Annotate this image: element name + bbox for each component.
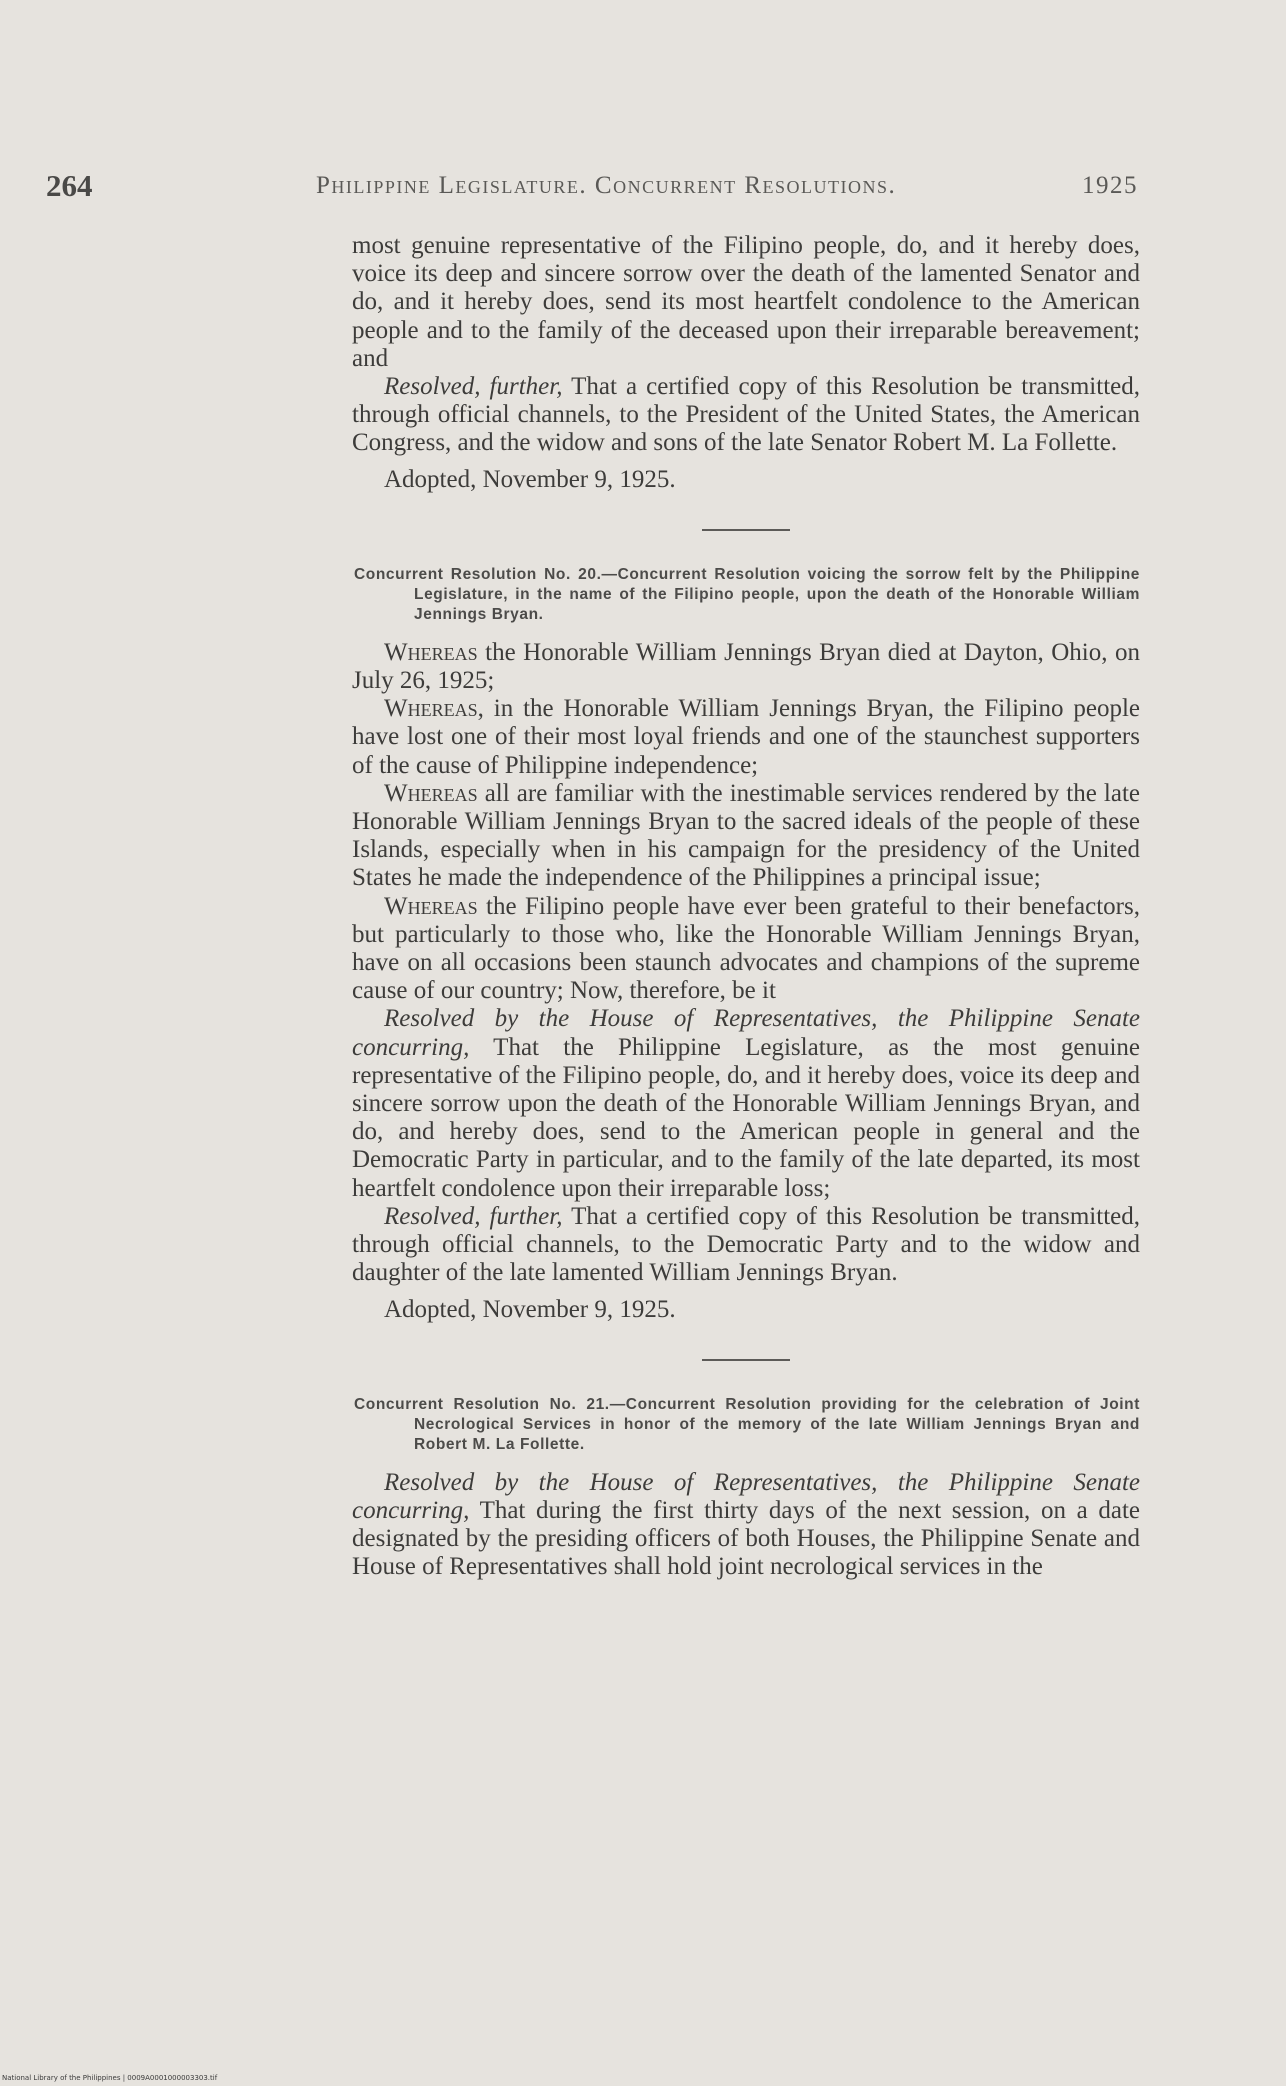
resolution-21-heading: Concurrent Resolution No. 21.—Concurrent Resolution providing for the celebration of Joint Necrological Services in honor of the memory of the late William Jennings Bryan and Robert M. La Follette.: [354, 1395, 1140, 1453]
resolved-paragraph: [352, 1469, 1140, 1582]
resolved-further-paragraph: [352, 1203, 1140, 1288]
running-title: Philippine Legislature. Concurrent Resolutions.: [316, 172, 897, 199]
page-body: [352, 232, 1140, 1582]
resolved-further-text: That a certified copy of this Resolution be transmitted, through official channels, to the President of the United States, the American Congress, and the widow and sons of the late Senator Robert M. La Follette.: [352, 373, 1140, 457]
page-header: [46, 168, 1138, 208]
whereas-lead: Whereas,: [384, 695, 484, 723]
whereas-text: the Filipino people have ever been grateful to their benefactors, but particularly to those who, like the Honorable William Jennings Bryan, have on all occasions been staunch advocates and champions of the supreme cause of our country; Now, therefore, be it: [352, 892, 1140, 1005]
scan-footer-stamp: National Library of the Philippines | 0009A0001000003303.tif: [2, 2074, 218, 2082]
whereas-text: all are familiar with the inestimable services rendered by the late Honorable William Jennings Bryan to the sacred ideals of the people of these Islands, especially when in his campaign for the presidency of the United States he made the independence of the Philippines a principal issue;: [352, 779, 1140, 892]
whereas-lead: Whereas: [384, 779, 478, 807]
continuation-paragraph: most genuine representative of the Filipino people, do, and it hereby does, voice its deep and sincere sorrow over the death of the lamented Senator and do, and it hereby does, send its most heartfelt condolence to the American people and to the family of the deceased upon their irreparable bereavement; and: [352, 232, 1140, 372]
adopted-date: Adopted, November 9, 1925.: [384, 1295, 676, 1323]
section-divider: [702, 1359, 790, 1361]
whereas-text: in the Honorable William Jennings Bryan, the Filipino people have lost one of their most loyal friends and one of the staunchest supporters of the cause of Philippine independence;: [352, 695, 1140, 779]
section-divider: [702, 529, 790, 531]
resolved-further-lead: Resolved, further,: [384, 1202, 563, 1230]
resolved-text: That the Philippine Legislature, as the most genuine representative of the Filipino people, do, and it hereby does, voice its deep and sincere sorrow upon the death of the Honorable William Jennings Bryan, and do, and hereby does, send to the American people in general and the Democratic Party in particular, and to the family of the late departed, its most heartfelt condolence upon their irreparable loss;: [352, 1033, 1140, 1202]
running-head: [316, 172, 1138, 200]
resolved-further-text: That a certified copy of this Resolution be transmitted, through official channels, to the Democratic Party and to the widow and daughter of the late lamented William Jennings Bryan.: [352, 1202, 1140, 1287]
adopted-date: Adopted, November 9, 1925.: [384, 465, 676, 493]
resolved-further-paragraph: [352, 373, 1140, 458]
whereas-2: [352, 695, 1140, 780]
running-year: 1925: [1082, 172, 1138, 199]
whereas-lead: Whereas: [384, 892, 478, 920]
resolved-further-lead: Resolved, further,: [384, 373, 563, 401]
whereas-text: the Honorable William Jennings Bryan died at Dayton, Ohio, on July 26, 1925;: [352, 638, 1140, 695]
page-number: 264: [46, 168, 93, 203]
whereas-4: [352, 893, 1140, 1006]
whereas-3: [352, 780, 1140, 893]
resolved-text: That during the first thirty days of the next session, on a date designated by the presiding officers of both Houses, the Philippine Senate and House of Representatives shall hold joint necrological services in the: [352, 1496, 1140, 1581]
resolved-lead: Resolved by the House of Representatives, the Philippine Senate concurring,: [352, 1468, 1140, 1524]
resolution-20-heading: Concurrent Resolution No. 20.—Concurrent Resolution voicing the sorrow felt by the Philippine Legislature, in the name of the Filipino people, upon the death of the Honorable William Jennings Bryan.: [354, 565, 1140, 623]
whereas-lead: Whereas: [384, 638, 478, 666]
resolved-paragraph: [352, 1005, 1140, 1202]
resolved-lead: Resolved by the House of Representatives, the Philippine Senate concurring,: [352, 1005, 1140, 1061]
whereas-1: [352, 639, 1140, 695]
